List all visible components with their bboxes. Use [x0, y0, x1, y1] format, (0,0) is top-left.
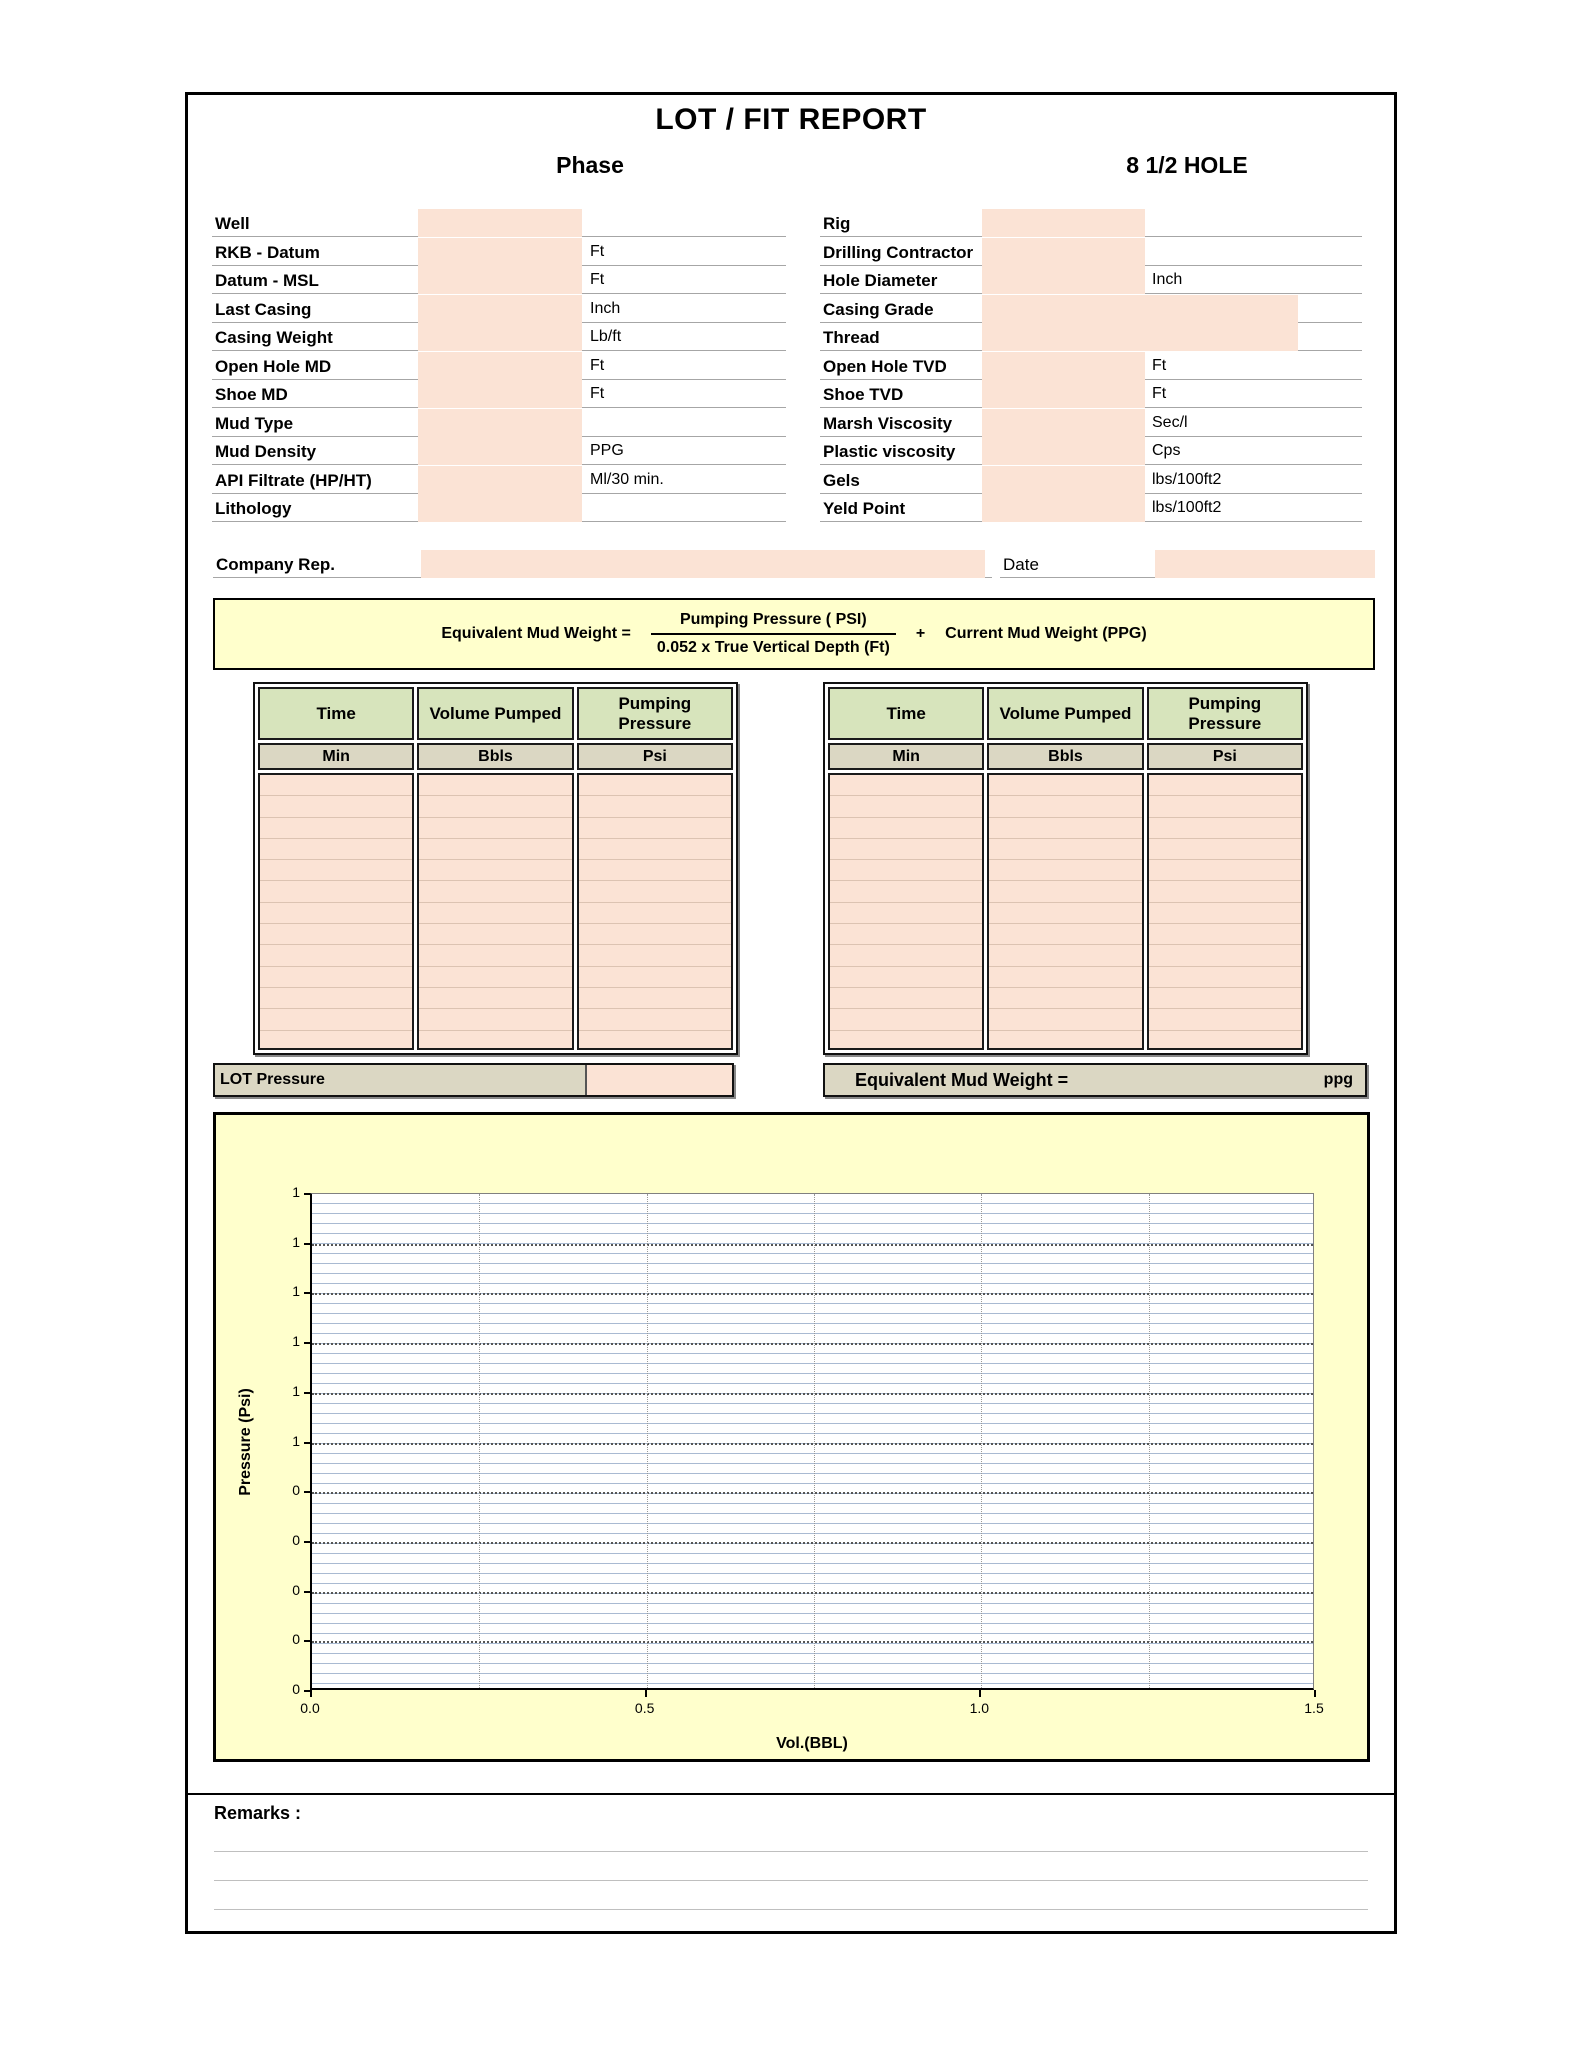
field-label-shoe-md: Shoe MD — [215, 385, 288, 404]
field-label-casing-weight: Casing Weight — [215, 328, 333, 347]
field-label-rig: Rig — [823, 214, 851, 233]
table-cell-pumping-pressure-row10[interactable] — [1149, 967, 1301, 988]
unit-plastic-viscosity: Cps — [1152, 442, 1181, 459]
gridline-vertical-major — [981, 1194, 982, 1688]
table-cell-volume-pumped-row5[interactable] — [989, 860, 1141, 881]
lot-fit-form — [185, 92, 1397, 1934]
y-tick-mark — [304, 1442, 310, 1444]
input-rkb-datum[interactable] — [418, 238, 582, 266]
chart-x-axis-title: Vol.(BBL) — [776, 1735, 848, 1752]
body-column-volume-pumped — [987, 773, 1143, 1050]
table-cell-time-row2[interactable] — [260, 796, 412, 817]
x-tick-mark — [645, 1690, 647, 1697]
body-column-time — [828, 773, 984, 1050]
info-row-drilling-contractor — [820, 238, 1362, 266]
unit-header-bbls: Bbls — [987, 743, 1143, 770]
unit-header-bbls: Bbls — [417, 743, 573, 770]
table-cell-pumping-pressure-row7[interactable] — [1149, 903, 1301, 924]
info-row-open-hole-tvd — [820, 352, 1362, 380]
column-header-pumping-pressure: Pumping Pressure — [1147, 687, 1303, 740]
table-cell-time-row2[interactable] — [830, 796, 982, 817]
y-tick-mark — [304, 1640, 310, 1642]
phase-label: Phase — [556, 152, 624, 178]
y-tick-mark — [304, 1243, 310, 1245]
table-cell-time-row12[interactable] — [260, 1009, 412, 1030]
table-cell-volume-pumped-row13[interactable] — [989, 1031, 1141, 1052]
table-cell-volume-pumped-row6[interactable] — [419, 881, 571, 902]
table-cell-time-row4[interactable] — [830, 839, 982, 860]
table-cell-time-row12[interactable] — [830, 1009, 982, 1030]
table-cell-volume-pumped-row2[interactable] — [419, 796, 571, 817]
remarks-label: Remarks : — [214, 1803, 302, 1823]
body-column-pumping-pressure — [1147, 773, 1303, 1050]
unit-hole-diameter: Inch — [1152, 271, 1183, 288]
unit-gels: lbs/100ft2 — [1152, 470, 1222, 488]
field-label-datum-msl: Datum - MSL — [215, 271, 319, 290]
unit-open-hole-md: Ft — [590, 356, 605, 374]
table-cell-volume-pumped-row12[interactable] — [419, 1009, 571, 1030]
date-input[interactable] — [1155, 550, 1375, 578]
info-row-mud-density — [212, 437, 786, 465]
table-cell-time-row3[interactable] — [830, 818, 982, 839]
y-tick-label: 0 — [292, 1681, 300, 1697]
table-cell-time-row10[interactable] — [830, 967, 982, 988]
y-tick-label: 0 — [292, 1581, 300, 1598]
table-cell-time-row5[interactable] — [830, 860, 982, 881]
table-cell-pumping-pressure-row13[interactable] — [579, 1031, 731, 1052]
x-tick-label: 0.5 — [634, 1700, 655, 1716]
pump-table-body — [828, 773, 1303, 1050]
table-cell-pumping-pressure-row9[interactable] — [1149, 945, 1301, 966]
unit-mud-density: PPG — [590, 442, 624, 459]
input-casing-grade[interactable] — [982, 295, 1298, 323]
formula-fraction — [651, 611, 896, 657]
info-row-shoe-md — [212, 380, 786, 408]
table-cell-time-row6[interactable] — [830, 881, 982, 902]
field-label-well: Well — [215, 214, 250, 233]
input-gels[interactable] — [982, 466, 1145, 494]
field-label-api-filtrate-hp-ht: API Filtrate (HP/HT) — [215, 470, 372, 490]
gridline-horizontal-major — [312, 1592, 1313, 1594]
gridline-vertical-major — [647, 1194, 648, 1688]
unit-open-hole-tvd: Ft — [1152, 356, 1167, 374]
table-cell-pumping-pressure-row4[interactable] — [1149, 839, 1301, 860]
table-cell-pumping-pressure-row4[interactable] — [579, 839, 731, 860]
y-tick-label: 0 — [292, 1482, 300, 1499]
field-label-shoe-tvd: Shoe TVD — [823, 385, 904, 404]
company-rep-label: Company Rep. — [216, 555, 336, 574]
table-cell-pumping-pressure-row7[interactable] — [579, 903, 731, 924]
unit-header-min: Min — [828, 743, 984, 770]
table-cell-time-row9[interactable] — [830, 945, 982, 966]
input-well[interactable] — [418, 209, 582, 237]
y-tick-label: 1 — [292, 1233, 300, 1250]
column-header-volume-pumped: Volume Pumped — [417, 687, 573, 740]
table-cell-time-row5[interactable] — [260, 860, 412, 881]
info-row-well — [212, 209, 786, 237]
date-label: Date — [1003, 555, 1039, 574]
table-cell-volume-pumped-row1[interactable] — [989, 775, 1141, 796]
info-row-lithology — [212, 494, 786, 522]
unit-header-psi: Psi — [1147, 743, 1303, 770]
field-label-marsh-viscosity: Marsh Viscosity — [823, 413, 953, 433]
column-header-time: Time — [258, 687, 414, 740]
x-tick-label: 1.5 — [1304, 1700, 1324, 1716]
gridline-vertical-major — [814, 1194, 815, 1688]
unit-header-min: Min — [258, 743, 414, 770]
table-cell-time-row4[interactable] — [260, 839, 412, 860]
y-tick-mark — [304, 1491, 310, 1493]
unit-yeld-point: lbs/100ft2 — [1152, 499, 1222, 516]
x-tick-mark — [979, 1690, 981, 1697]
table-cell-time-row8[interactable] — [830, 924, 982, 945]
input-marsh-viscosity[interactable] — [982, 409, 1145, 437]
input-lithology[interactable] — [418, 494, 582, 522]
formula-lhs: Equivalent Mud Weight = — [441, 625, 631, 642]
field-label-casing-grade: Casing Grade — [823, 299, 934, 319]
field-label-lithology: Lithology — [215, 499, 292, 518]
input-casing-weight[interactable] — [418, 323, 582, 351]
x-tick-mark — [310, 1690, 312, 1697]
table-cell-volume-pumped-row3[interactable] — [989, 818, 1141, 839]
unit-shoe-md: Ft — [590, 385, 605, 402]
table-cell-time-row8[interactable] — [260, 924, 412, 945]
table-cell-time-row7[interactable] — [260, 903, 412, 924]
info-row-marsh-viscosity — [820, 409, 1362, 437]
field-label-hole-diameter: Hole Diameter — [823, 271, 938, 290]
y-tick-mark — [304, 1342, 310, 1344]
column-header-volume-pumped: Volume Pumped — [987, 687, 1143, 740]
unit-casing-weight: Lb/ft — [590, 328, 622, 345]
field-label-mud-type: Mud Type — [215, 413, 294, 433]
gridline-horizontal-major — [312, 1393, 1313, 1395]
gridline-vertical-major — [1149, 1194, 1150, 1688]
field-label-drilling-contractor: Drilling Contractor — [823, 242, 974, 262]
formula-denominator: 0.052 x True Vertical Depth (Ft) — [656, 639, 890, 656]
table-cell-volume-pumped-row3[interactable] — [419, 818, 571, 839]
input-open-hole-md[interactable] — [418, 352, 582, 380]
y-tick-label: 1 — [292, 1432, 300, 1449]
pump-table-header-row — [258, 687, 733, 740]
body-column-volume-pumped — [417, 773, 573, 1050]
input-plastic-viscosity[interactable] — [982, 437, 1145, 465]
gridline-horizontal-major — [312, 1492, 1313, 1494]
table-cell-volume-pumped-row10[interactable] — [989, 967, 1141, 988]
info-row-thread — [820, 323, 1362, 351]
table-cell-volume-pumped-row7[interactable] — [989, 903, 1141, 924]
column-header-pumping-pressure: Pumping Pressure — [577, 687, 733, 740]
table-cell-pumping-pressure-row9[interactable] — [579, 945, 731, 966]
table-cell-volume-pumped-row10[interactable] — [419, 967, 571, 988]
table-cell-time-row13[interactable] — [260, 1031, 412, 1052]
gridline-horizontal-major — [312, 1641, 1313, 1643]
unit-shoe-tvd: Ft — [1152, 385, 1167, 402]
table-cell-time-row6[interactable] — [260, 881, 412, 902]
info-row-api-filtrate-hp-ht — [212, 466, 786, 494]
date-row — [1000, 550, 1375, 578]
info-row-hole-diameter — [820, 266, 1362, 294]
unit-datum-msl: Ft — [590, 271, 605, 288]
field-label-rkb-datum: RKB - Datum — [215, 242, 320, 262]
lot-pressure-input[interactable] — [585, 1065, 732, 1095]
table-cell-time-row11[interactable] — [260, 988, 412, 1009]
info-row-shoe-tvd — [820, 380, 1362, 408]
field-label-last-casing: Last Casing — [215, 299, 312, 319]
field-label-open-hole-md: Open Hole MD — [215, 356, 332, 376]
input-datum-msl[interactable] — [418, 266, 582, 294]
input-last-casing[interactable] — [418, 295, 582, 323]
table-cell-time-row9[interactable] — [260, 945, 412, 966]
table-cell-volume-pumped-row7[interactable] — [419, 903, 571, 924]
body-column-pumping-pressure — [577, 773, 733, 1050]
lot-pressure-bar — [213, 1063, 734, 1097]
emw-result-label: Equivalent Mud Weight = — [855, 1069, 1069, 1090]
field-label-mud-density: Mud Density — [215, 442, 317, 461]
pump-table-units-row — [828, 743, 1303, 770]
info-row-last-casing — [212, 295, 786, 323]
input-open-hole-tvd[interactable] — [982, 352, 1145, 380]
field-label-open-hole-tvd: Open Hole TVD — [823, 356, 947, 376]
x-tick-label: 0.0 — [300, 1700, 320, 1716]
hole-size-label: 8 1/2 HOLE — [1126, 152, 1248, 178]
body-column-time — [258, 773, 414, 1050]
input-shoe-tvd[interactable] — [982, 380, 1145, 408]
input-drilling-contractor[interactable] — [982, 238, 1145, 266]
table-cell-time-row10[interactable] — [260, 967, 412, 988]
gridline-horizontal-major — [312, 1343, 1313, 1345]
x-tick-label: 1.0 — [969, 1700, 990, 1716]
field-label-gels: Gels — [823, 470, 860, 490]
table-cell-time-row1[interactable] — [830, 775, 982, 796]
field-label-plastic-viscosity: Plastic viscosity — [823, 442, 956, 461]
info-row-plastic-viscosity — [820, 437, 1362, 465]
pump-table-body — [258, 773, 733, 1050]
field-label-thread: Thread — [823, 328, 880, 347]
input-mud-type[interactable] — [418, 409, 582, 437]
table-cell-pumping-pressure-row12[interactable] — [579, 1009, 731, 1030]
table-cell-pumping-pressure-row11[interactable] — [579, 988, 731, 1009]
table-cell-pumping-pressure-row1[interactable] — [579, 775, 731, 796]
y-tick-label: 1 — [292, 1333, 300, 1350]
info-row-yeld-point — [820, 494, 1362, 522]
input-api-filtrate-hp-ht[interactable] — [418, 466, 582, 494]
info-row-casing-weight — [212, 323, 786, 351]
table-cell-volume-pumped-row9[interactable] — [989, 945, 1141, 966]
pump-table-1 — [253, 682, 738, 1055]
lot-pressure-label: LOT Pressure — [220, 1071, 325, 1088]
table-cell-volume-pumped-row9[interactable] — [419, 945, 571, 966]
table-cell-time-row7[interactable] — [830, 903, 982, 924]
unit-rkb-datum: Ft — [590, 242, 605, 260]
info-row-casing-grade — [820, 295, 1362, 323]
info-row-open-hole-md — [212, 352, 786, 380]
pump-table-2 — [823, 682, 1308, 1055]
table-cell-pumping-pressure-row1[interactable] — [1149, 775, 1301, 796]
table-cell-pumping-pressure-row6[interactable] — [1149, 881, 1301, 902]
table-cell-volume-pumped-row1[interactable] — [419, 775, 571, 796]
table-cell-volume-pumped-row5[interactable] — [419, 860, 571, 881]
table-cell-pumping-pressure-row3[interactable] — [1149, 818, 1301, 839]
chart-y-axis-title: Pressure (Psi) — [237, 1388, 254, 1496]
emw-unit-label: ppg — [1323, 1071, 1353, 1088]
table-cell-volume-pumped-row8[interactable] — [419, 924, 571, 945]
table-cell-pumping-pressure-row5[interactable] — [1149, 860, 1301, 881]
table-cell-volume-pumped-row6[interactable] — [989, 881, 1141, 902]
page-title: LOT / FIT REPORT — [655, 103, 927, 136]
y-tick-label: 1 — [292, 1283, 300, 1300]
table-cell-pumping-pressure-row8[interactable] — [1149, 924, 1301, 945]
column-header-time: Time — [828, 687, 984, 740]
emw-result-bar — [823, 1063, 1367, 1097]
remarks-writing-line[interactable] — [214, 1880, 1368, 1881]
y-tick-mark — [304, 1193, 310, 1195]
company-rep-row — [213, 550, 992, 578]
emw-formula-box — [213, 598, 1375, 670]
gridline-horizontal-major — [312, 1293, 1313, 1295]
remarks-section — [188, 1793, 1394, 1931]
y-tick-mark — [304, 1392, 310, 1394]
table-cell-pumping-pressure-row6[interactable] — [579, 881, 731, 902]
table-cell-time-row11[interactable] — [830, 988, 982, 1009]
remarks-writing-line[interactable] — [214, 1909, 1368, 1910]
y-tick-mark — [304, 1591, 310, 1593]
y-tick-label: 0 — [292, 1531, 300, 1548]
table-cell-pumping-pressure-row5[interactable] — [579, 860, 731, 881]
table-cell-pumping-pressure-row2[interactable] — [579, 796, 731, 817]
table-cell-volume-pumped-row11[interactable] — [419, 988, 571, 1009]
table-cell-pumping-pressure-row13[interactable] — [1149, 1031, 1301, 1052]
table-cell-pumping-pressure-row2[interactable] — [1149, 796, 1301, 817]
y-tick-label: 1 — [292, 1382, 300, 1399]
y-tick-label: 1 — [292, 1184, 300, 1200]
unit-marsh-viscosity: Sec/l — [1152, 413, 1188, 431]
table-cell-time-row13[interactable] — [830, 1031, 982, 1052]
table-cell-pumping-pressure-row3[interactable] — [579, 818, 731, 839]
table-cell-volume-pumped-row4[interactable] — [989, 839, 1141, 860]
table-cell-time-row3[interactable] — [260, 818, 412, 839]
table-cell-volume-pumped-row13[interactable] — [419, 1031, 571, 1052]
table-cell-time-row1[interactable] — [260, 775, 412, 796]
table-cell-pumping-pressure-row10[interactable] — [579, 967, 731, 988]
info-row-rig — [820, 209, 1362, 237]
unit-api-filtrate-hp-ht: Ml/30 min. — [590, 470, 664, 488]
table-cell-volume-pumped-row8[interactable] — [989, 924, 1141, 945]
input-rig[interactable] — [982, 209, 1145, 237]
y-tick-mark — [304, 1541, 310, 1543]
input-yeld-point[interactable] — [982, 494, 1145, 522]
remarks-writing-line[interactable] — [214, 1851, 1368, 1852]
gridline-horizontal-major — [312, 1443, 1313, 1445]
lot-chart — [213, 1112, 1370, 1762]
info-row-mud-type — [212, 409, 786, 437]
table-cell-volume-pumped-row11[interactable] — [989, 988, 1141, 1009]
gridline-horizontal-major — [312, 1542, 1313, 1544]
pump-table-units-row — [258, 743, 733, 770]
input-thread[interactable] — [982, 323, 1298, 351]
gridline-horizontal-major — [312, 1244, 1313, 1246]
input-mud-density[interactable] — [418, 437, 582, 465]
chart-plot-area — [310, 1193, 1314, 1690]
formula-numerator: Pumping Pressure ( PSI) — [651, 611, 896, 635]
table-cell-pumping-pressure-row12[interactable] — [1149, 1009, 1301, 1030]
table-cell-volume-pumped-row4[interactable] — [419, 839, 571, 860]
info-row-datum-msl — [212, 266, 786, 294]
input-hole-diameter[interactable] — [982, 266, 1145, 294]
company-rep-input[interactable] — [421, 550, 985, 578]
table-cell-volume-pumped-row2[interactable] — [989, 796, 1141, 817]
field-label-yeld-point: Yeld Point — [823, 499, 906, 518]
table-cell-volume-pumped-row12[interactable] — [989, 1009, 1141, 1030]
info-row-gels — [820, 466, 1362, 494]
gridline-vertical-major — [479, 1194, 480, 1688]
table-cell-pumping-pressure-row8[interactable] — [579, 924, 731, 945]
table-cell-pumping-pressure-row11[interactable] — [1149, 988, 1301, 1009]
formula-plus-sign: + — [915, 625, 926, 642]
y-tick-mark — [304, 1292, 310, 1294]
formula-rhs: Current Mud Weight (PPG) — [945, 625, 1147, 642]
info-row-rkb-datum — [212, 238, 786, 266]
x-tick-mark — [1314, 1690, 1316, 1697]
y-tick-label: 0 — [292, 1631, 300, 1648]
pump-table-header-row — [828, 687, 1303, 740]
input-shoe-md[interactable] — [418, 380, 582, 408]
unit-last-casing: Inch — [590, 299, 621, 317]
unit-header-psi: Psi — [577, 743, 733, 770]
